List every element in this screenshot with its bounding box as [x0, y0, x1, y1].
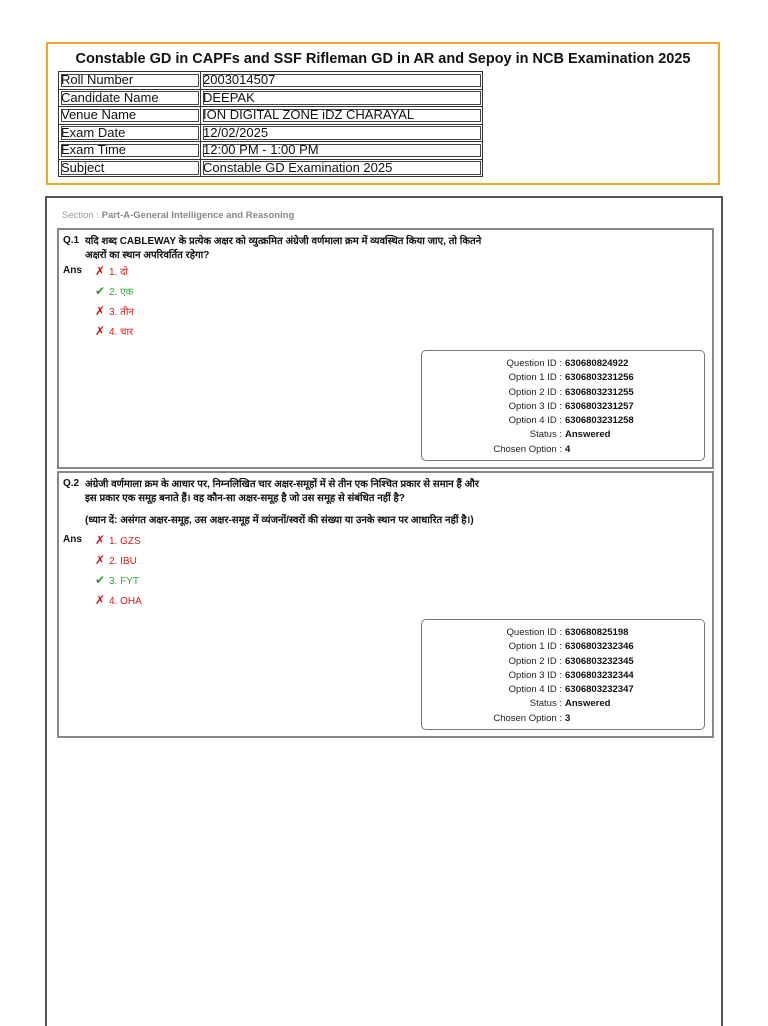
option-1: [93, 264, 128, 278]
detail-key: Option 4 ID :: [508, 415, 562, 427]
detail-value: 3: [565, 712, 571, 724]
candidate-info-panel: [46, 42, 720, 185]
ans-label: Ans: [63, 534, 82, 545]
question-details-panel: [421, 619, 705, 730]
info-value: Constable GD Examination 2025: [201, 159, 483, 177]
info-row-roll-number: [59, 72, 483, 90]
info-value: 12:00 PM - 1:00 PM: [201, 142, 483, 160]
detail-option-2-id: [422, 386, 704, 400]
option-4: [93, 324, 133, 338]
detail-value: 6306803231255: [565, 386, 634, 398]
detail-value: 6306803232344: [565, 669, 634, 681]
detail-value: 630680824922: [565, 358, 629, 369]
detail-option-1-id: [422, 640, 704, 654]
detail-question-id: [422, 626, 704, 640]
option-label: 2. IBU: [109, 556, 137, 567]
detail-value: 6306803231256: [565, 372, 634, 384]
detail-key: Status :: [529, 429, 562, 441]
option-label: 1. दो: [109, 267, 129, 278]
info-row-venue-name: [59, 107, 483, 125]
info-label: Venue Name: [59, 107, 201, 125]
check-mark-icon: ✔: [94, 284, 106, 298]
detail-chosen-option: [422, 443, 704, 457]
detail-key: Question ID :: [506, 358, 562, 369]
detail-key: Option 1 ID :: [508, 372, 562, 384]
question-number: Q.2: [63, 478, 80, 489]
question-text-line: अक्षरों का स्थान अपरिवर्तित रहेगा?: [85, 250, 210, 261]
question-details-panel: [421, 350, 705, 461]
detail-value: 4: [565, 443, 571, 455]
info-label: Candidate Name: [59, 89, 201, 107]
detail-key: Question ID :: [506, 627, 562, 638]
info-row-exam-time: [59, 142, 483, 160]
detail-value: Answered: [565, 698, 611, 710]
detail-question-id: [422, 357, 704, 371]
option-4: [93, 593, 142, 607]
detail-chosen-option: [422, 712, 704, 726]
info-row-exam-date: [59, 124, 483, 142]
option-label: 2. एक: [109, 287, 134, 298]
detail-key: Option 2 ID :: [508, 655, 562, 667]
detail-key: Option 2 ID :: [508, 386, 562, 398]
detail-option-4-id: [422, 414, 704, 428]
detail-key: Option 4 ID :: [508, 684, 562, 696]
ans-label: Ans: [63, 265, 82, 276]
cross-mark-icon: ✗: [94, 264, 106, 278]
info-label: Subject: [59, 159, 201, 177]
option-3: [93, 304, 134, 318]
option-label: 3. तीन: [109, 307, 134, 318]
detail-value: 6306803231257: [565, 400, 634, 412]
info-value: 2003014507: [201, 72, 483, 90]
question-card-1: [57, 228, 714, 469]
question-note: (ध्यान दें: असंगत अक्षर-समूह, उस अक्षर-समूह में व्यंजनों/स्वरों की संख्या या उनके स्थान पर आधारित नहीं है।): [85, 515, 474, 526]
detail-status: [422, 428, 704, 442]
info-value: 12/02/2025: [201, 124, 483, 142]
question-sheet: [45, 196, 723, 1026]
info-label: Roll Number: [59, 72, 201, 90]
option-2: [93, 284, 133, 298]
option-3: [93, 573, 139, 587]
section-label: [62, 210, 294, 221]
detail-value: 6306803232346: [565, 641, 634, 653]
detail-value: Answered: [565, 429, 611, 441]
cross-mark-icon: ✗: [94, 304, 106, 318]
question-text: [85, 478, 525, 506]
detail-key: Option 3 ID :: [508, 400, 562, 412]
question-number: Q.1: [63, 235, 80, 246]
detail-option-2-id: [422, 655, 704, 669]
option-label: 3. FYT: [109, 576, 140, 587]
cross-mark-icon: ✗: [94, 553, 106, 567]
detail-key: Status :: [529, 698, 562, 710]
option-1: [93, 533, 141, 547]
question-text-line: इस प्रकार एक समूह बनाते हैं। वह कौन-सा अक्षर-समूह है जो उस समूह से संबंधित नहीं है?: [85, 493, 405, 504]
detail-key: Option 3 ID :: [508, 669, 562, 681]
detail-value: 630680825198: [565, 627, 629, 638]
option-label: 4. चार: [109, 327, 134, 338]
info-row-subject: [59, 159, 483, 177]
cross-mark-icon: ✗: [94, 324, 106, 338]
question-text: [85, 235, 525, 263]
detail-option-3-id: [422, 400, 704, 414]
detail-key: Chosen Option :: [493, 443, 562, 455]
detail-key: Chosen Option :: [493, 712, 562, 724]
detail-status: [422, 697, 704, 711]
detail-option-4-id: [422, 683, 704, 697]
candidate-info-table: [58, 71, 483, 177]
detail-key: Option 1 ID :: [508, 641, 562, 653]
exam-title: Constable GD in CAPFs and SSF Rifleman GD in AR and Sepoy in NCB Examination 2025: [75, 51, 691, 67]
section-name: Part-A-General Intelligence and Reasoning: [101, 210, 295, 221]
cross-mark-icon: ✗: [94, 533, 106, 547]
detail-value: 6306803231258: [565, 415, 634, 427]
option-label: 4. OHA: [109, 596, 142, 607]
section-prefix: Section :: [62, 210, 102, 221]
info-value: DEEPAK: [201, 89, 483, 107]
detail-value: 6306803232345: [565, 655, 634, 667]
detail-option-3-id: [422, 669, 704, 683]
detail-option-1-id: [422, 371, 704, 385]
question-card-2: [57, 471, 714, 738]
option-2: [93, 553, 137, 567]
info-label: Exam Date: [59, 124, 201, 142]
cross-mark-icon: ✗: [94, 593, 106, 607]
info-label: Exam Time: [59, 142, 201, 160]
detail-value: 6306803232347: [565, 684, 634, 696]
info-row-candidate-name: [59, 89, 483, 107]
question-text-line: अंग्रेजी वर्णमाला क्रम के आधार पर, निम्नलिखित चार अक्षर-समूहों में से तीन एक निश्चित प्रकार से समान हैं और: [85, 479, 479, 490]
option-label: 1. GZS: [109, 536, 141, 547]
info-value: ION DIGITAL ZONE iDZ CHARAYAL: [201, 107, 483, 125]
question-text-line: यदि शब्द CABLEWAY के प्रत्येक अक्षर को व्युत्क्रमित अंग्रेजी वर्णमाला क्रम में व्यवस्थित किया जाए, तो कितने: [85, 236, 482, 247]
check-mark-icon: ✔: [94, 573, 106, 587]
